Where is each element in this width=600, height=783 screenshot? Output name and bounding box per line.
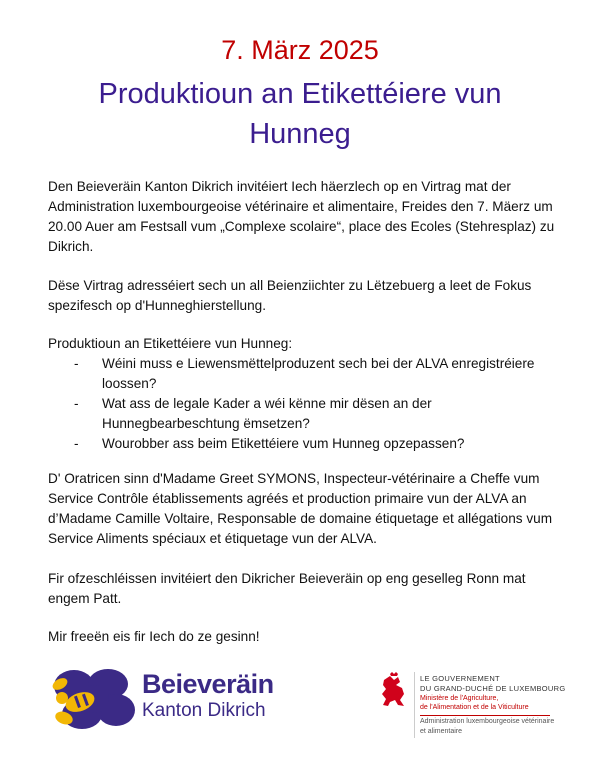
flower-bee-icon <box>50 668 140 730</box>
list-item-text: Wourobber ass beim Etikettéiere vum Hunneg opzepassen? <box>102 436 465 451</box>
logo-name-line2: Kanton Dikrich <box>142 700 266 721</box>
government-logo <box>378 670 578 740</box>
list-item <box>48 394 563 434</box>
intro-paragraph: Den Beieveräin Kanton Dikrich invitéiert Iech häerzlech op en Virtrag mat der Administration luxembourgeoise vétérinaire et alimentaire, Freides den 7. Mäerz um 20.00 Auer am Festsall vum „Complexe scolaire“, place des Ecoles (Stehresplaz) zu Dikrich. <box>48 179 555 254</box>
ministry-line2: de l'Alimentation et de la Viticulture <box>420 704 529 711</box>
list-bullet: - <box>74 396 79 411</box>
list-item-text: Wéini muss e Liewensmëttelproduzent sech bei der ALVA enregistréiere loossen? <box>102 356 535 391</box>
event-title: Produktioun an Etikettéiere vun Hunneg <box>98 78 502 150</box>
ministry-divider <box>420 715 550 716</box>
logo-divider <box>414 672 415 738</box>
gov-name-line2: DU GRAND-DUCHÉ DE LUXEMBOURG <box>420 684 566 693</box>
beieverain-logo <box>50 668 290 730</box>
topics-section <box>48 334 563 454</box>
topics-list <box>48 354 563 454</box>
speakers-paragraph: D' Oratricen sinn d'Madame Greet SYMONS, Inspecteur-vétérinaire a Cheffe vum Service Contrôle établissements agréés et production primaire vun der ALVA an d’Madame Camille Voltaire, Responsable de domaine étiquetage et allégations vum Service Aliments spéciaux et étiquetage vun der ALVA. <box>48 471 553 546</box>
topics-heading: Produktioun an Etikettéiere vun Hunneg: <box>48 336 293 351</box>
greeting-paragraph: Mir freeën eis fir Iech do ze gesinn! <box>48 629 260 644</box>
admin-line1: Administration luxembourgeoise vétérinaire <box>420 718 555 725</box>
gov-name-line1: LE GOUVERNEMENT <box>420 674 500 683</box>
ministry-line1: Ministère de l'Agriculture, <box>420 695 499 702</box>
red-lion-icon <box>378 672 410 708</box>
logo-name-line1: Beieveräin <box>142 669 274 699</box>
list-bullet: - <box>74 436 79 451</box>
list-item <box>48 434 563 454</box>
closing-paragraph: Fir ofzeschléissen invitéiert den Dikricher Beieveräin op eng geselleg Ronn mat engem Patt. <box>48 571 526 606</box>
list-item <box>48 354 563 394</box>
admin-line2: et alimentaire <box>420 728 463 735</box>
list-item-text: Wat ass de legale Kader a wéi kënne mir dësen an der Hunnegbearbeschtung ëmsetzen? <box>102 396 432 431</box>
event-date: 7. März 2025 <box>221 35 379 65</box>
audience-paragraph: Dëse Virtrag adresséiert sech un all Beienziichter zu Lëtzebuerg a leet de Fokus spezifesch op d'Hunneghierstellung. <box>48 278 532 313</box>
list-bullet: - <box>74 356 79 371</box>
